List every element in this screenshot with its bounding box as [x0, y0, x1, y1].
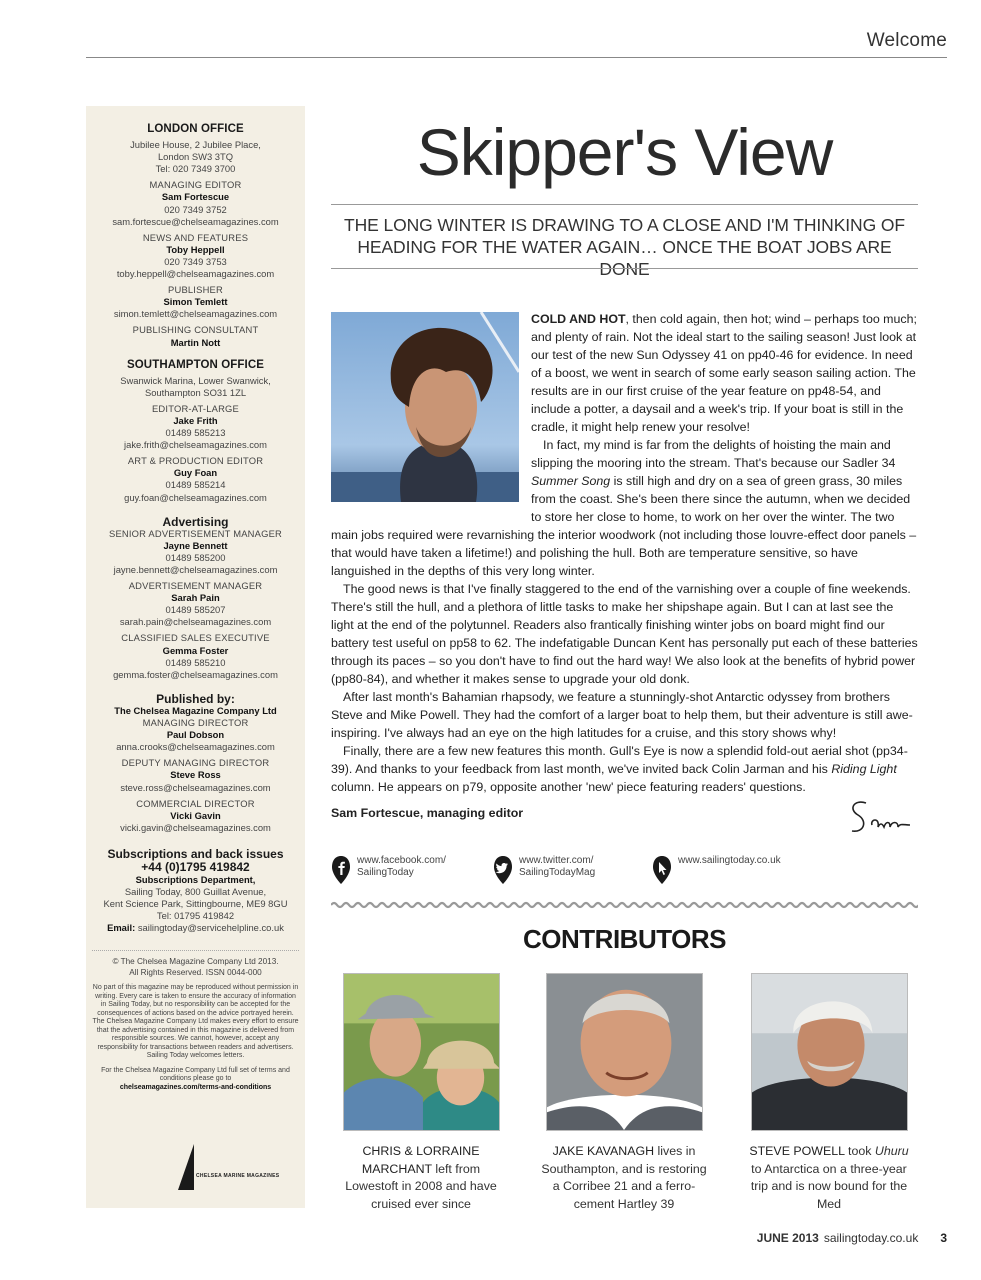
twitter-url-2: SailingTodayMag	[519, 867, 596, 878]
cursor-icon	[652, 855, 672, 885]
staff-email[interactable]: gemma.foster@chelseamagazines.com	[113, 668, 278, 680]
staff-name: Guy Foan	[173, 467, 218, 479]
contributor-caption	[539, 1143, 709, 1213]
article-paragraph: After last month's Bahamian rhapsody, we feature a stunningly-shot Antarctic odyssey from brothers Steve and Mike Powell. They had the comfort of a larger boat to help them, but their adventure is still awe-inspiring. I've always had an eye on the high latitudes for a cruise, and this story shows why!	[331, 690, 913, 740]
staff-name: Toby Heppell	[166, 243, 225, 255]
contributor-bio-pre: took	[844, 1144, 875, 1158]
staff-phone: 01489 585210	[165, 656, 226, 668]
boat-name: Uhuru	[874, 1144, 909, 1158]
staff-name: Paul Dobson	[166, 729, 225, 741]
staff-email[interactable]: guy.foan@chelseamagazines.com	[124, 491, 267, 503]
staff-email[interactable]: jake.frith@chelseamagazines.com	[124, 439, 267, 451]
email-label: Email:	[107, 922, 136, 934]
article-paragraph	[331, 742, 919, 796]
subscriptions-email-row	[92, 922, 299, 934]
page-number: 3	[940, 1231, 947, 1245]
terms-link[interactable]: chelseamagazines.com/terms-and-conditions	[119, 1083, 272, 1091]
contributor-photo	[751, 973, 908, 1131]
staff-phone: 01489 585213	[165, 427, 226, 439]
subscriptions-dept: Subscriptions Department,	[135, 873, 256, 885]
standfirst-line-1: THE LONG WINTER IS DRAWING TO A CLOSE AND I'M THINKING OF	[344, 215, 905, 235]
chelsea-marine-logo-icon	[174, 1142, 234, 1192]
staff-role: ADVERTISEMENT MANAGER	[128, 580, 263, 592]
facebook-url-2: SailingToday	[357, 867, 414, 878]
standfirst	[331, 214, 918, 280]
boat-name: Summer Song	[531, 474, 611, 488]
staff-name: Martin Nott	[170, 336, 221, 348]
subscriptions-tel: Tel: 01795 419842	[156, 910, 235, 922]
publisher-company: The Chelsea Magazine Company Ltd	[114, 704, 277, 716]
staff-name: Jayne Bennett	[163, 539, 228, 551]
footer-site: sailingtoday.co.uk	[823, 1231, 919, 1245]
staff-email[interactable]: sarah.pain@chelseamagazines.com	[119, 616, 272, 628]
london-address-1: Jubilee House, 2 Jubilee Place,	[130, 139, 261, 151]
website-link[interactable]	[652, 855, 808, 889]
subscriptions-address-1: Sailing Today, 800 Guillat Avenue,	[124, 885, 267, 897]
staff-role: MANAGING DIRECTOR	[142, 717, 249, 729]
staff-role: COMMERCIAL DIRECTOR	[136, 797, 255, 809]
twitter-link[interactable]	[493, 855, 639, 889]
staff-role: CLASSIFIED SALES EXECUTIVE	[121, 632, 270, 644]
article-text: column. He appears on p79, opposite another 'new' piece featuring readers' questions.	[331, 780, 806, 794]
subscriptions-email[interactable]: sailingtoday@servicehelpline.co.uk	[137, 922, 284, 934]
signature-image	[846, 795, 916, 840]
page-title: Skipper's View	[416, 115, 833, 189]
facebook-url-1: www.facebook.com/	[357, 855, 446, 866]
page-footer	[757, 1231, 947, 1245]
subscriptions-address-2: Kent Science Park, Sittingbourne, ME9 8GU	[103, 898, 288, 910]
copyright-line-1: © The Chelsea Magazine Company Ltd 2013.	[112, 957, 279, 967]
contributor-caption	[744, 1143, 914, 1213]
staff-role: DEPUTY MANAGING DIRECTOR	[121, 757, 270, 769]
contributor-caption	[336, 1143, 506, 1213]
subscriptions-title: Subscriptions and back issues	[107, 846, 284, 861]
contributor-bio: to Antarctica on a three-year trip and is now bound for the Med	[750, 1161, 908, 1211]
staff-name: Sarah Pain	[171, 592, 220, 604]
london-office-title: LONDON OFFICE	[147, 123, 244, 135]
staff-name: Simon Temlett	[163, 296, 228, 308]
contributors-heading: CONTRIBUTORS	[523, 924, 726, 954]
contributor-photo	[343, 973, 500, 1131]
standfirst-line-2: HEADING FOR THE WATER AGAIN… ONCE THE BOAT JOBS ARE DONE	[357, 237, 892, 279]
top-rule	[86, 57, 947, 58]
article-text: In fact, my mind is far from the delights of hoisting the main and slipping the mooring into the stream. That's because our Sadler 34	[531, 438, 896, 470]
facebook-icon	[331, 855, 351, 885]
staff-role: EDITOR-AT-LARGE	[151, 402, 240, 414]
staff-phone: 01489 585200	[165, 551, 226, 563]
disclaimer: No part of this magazine may be reproduced without permission in writing. Every care is taken to ensure the accuracy of information in Sailing Today, but no responsibility can be accepted for the consequences of actions based on the advice portrayed herein. The Chelsea Magazine Company Ltd makes every effort to ensure that the advertising contained in this magazine is delivered from responsible sources. We cannot, however, accept any responsibility for transactions between readers and advertisers. Sailing Today welcomes letters.	[92, 984, 299, 1060]
byline: Sam Fortescue, managing editor	[331, 806, 524, 820]
article-text: , then cold again, then hot; wind – perhaps too much; and plenty of rain. Not the ideal start to the sailing season! Just look at our test of the new Sun Odyssey 41 on pp40-46 for evidence. In need of a boost, we went in search of some early season sailing action. The results are in our first cruise of the year feature on pp48-54, and include a potter, a daysail and a week's trip. If your boat is still in the cradle, it might help renew your resolve!	[531, 312, 917, 434]
contributor-bio: lives in Southampton, and is restoring a Corribee 21 and a ferro-cement Hartley 39	[541, 1144, 707, 1211]
issue-date: JUNE 2013	[756, 1231, 819, 1245]
title-rule	[331, 204, 918, 205]
article-body	[331, 310, 919, 796]
website-url: www.sailingtoday.co.uk	[678, 855, 781, 866]
staff-email[interactable]: jayne.bennett@chelseamagazines.com	[113, 564, 278, 575]
contributor-photo	[546, 973, 703, 1131]
terms-text: For the Chelsea Magazine Company Ltd full set of terms and conditions please go to	[101, 1066, 290, 1083]
southampton-office-title: SOUTHAMPTON OFFICE	[126, 358, 265, 371]
london-address-2: London SW3 3TQ	[157, 151, 234, 163]
staff-email[interactable]: simon.temlett@chelseamagazines.com	[113, 308, 278, 320]
article-paragraph: The good news is that I've finally staggered to the end of the varnishing over a couple of fine weekends. There's still the hull, and a plethora of little tasks to make her shipshape again. But I can at last see the light at the end of the polytunnel. Readers also frantically finishing winter jobs on board might find our battery test useful on pp58 to 62. The indefatigable Duncan Kent has personally put each of these batteries through its paces – so you don't have to find out the hard way! We also look at the benefits of hybrid power (pp80-84), and whether it makes sense to upgrade your old donk.	[331, 582, 918, 686]
staff-name: Gemma Foster	[162, 644, 229, 656]
subscriptions-phone: +44 (0)1795 419842	[141, 859, 250, 874]
staff-role: PUBLISHING CONSULTANT	[132, 324, 259, 336]
contributor-name: JAKE KAVANAGH	[552, 1144, 655, 1158]
staff-name: Steve Ross	[170, 769, 221, 781]
contributor-name: CHRIS & LORRAINE MARCHANT	[361, 1144, 480, 1176]
contributor-bio: left from Lowestoft in 2008 and have cruised ever since	[345, 1161, 497, 1211]
advertising-title: Advertising	[162, 514, 229, 529]
staff-phone: 020 7349 3753	[164, 255, 227, 267]
facebook-link[interactable]	[331, 855, 477, 889]
section-label: Welcome	[866, 30, 947, 51]
staff-role: SENIOR ADVERTISEMENT MANAGER	[109, 527, 282, 539]
staff-phone: 020 7349 3752	[164, 203, 227, 215]
article-text: Finally, there are a few new features this month. Gull's Eye is now a splendid fold-out aerial shot (pp34-39). And thanks to your feedback from last month, we've invited back Colin Jarman and his	[331, 744, 908, 776]
masthead-sidebar	[86, 106, 305, 1208]
staff-name: Sam Fortescue	[161, 191, 230, 203]
column-name: Riding Light	[831, 762, 897, 776]
staff-email[interactable]: anna.crooks@chelseamagazines.com	[116, 741, 275, 753]
staff-email[interactable]: sam.fortescue@chelseamagazines.com	[112, 215, 279, 227]
copyright-line-2: All Rights Reserved. ISSN 0044-000	[129, 967, 262, 977]
published-by-title: Published by:	[156, 691, 235, 706]
staff-role: MANAGING EDITOR	[149, 179, 242, 191]
staff-email[interactable]: toby.heppell@chelseamagazines.com	[116, 268, 275, 280]
staff-phone: 01489 585207	[165, 604, 226, 616]
standfirst-rule	[331, 268, 918, 269]
twitter-icon	[493, 855, 513, 885]
article-text: is still high and dry on a sea of green grass, 30 miles from the coast. She's been there since the autumn, when we decided to store her close to home, to work on her over the winter. The two main jobs required were revarnishing the interior woodwork (not including those louvre-effect door panels – that would have taken a lifetime!) and polishing the hull. Both are temperature sensitive, so have languished in the depths of this very long winter.	[331, 474, 917, 578]
portrait-spacer	[331, 310, 531, 518]
london-tel: Tel: 020 7349 3700	[155, 163, 236, 175]
twitter-url-1: www.twitter.com/	[519, 855, 594, 866]
southampton-address-2: Southampton SO31 1ZL	[144, 386, 247, 398]
staff-role: NEWS AND FEATURES	[142, 231, 249, 243]
contributor-name: STEVE POWELL	[749, 1144, 845, 1158]
wave-divider	[331, 900, 918, 910]
copyright	[92, 950, 299, 978]
staff-name: Jake Frith	[173, 414, 218, 426]
staff-name: Vicki Gavin	[170, 809, 221, 821]
staff-role: PUBLISHER	[168, 284, 223, 296]
southampton-address-1: Swanwick Marina, Lower Swanwick,	[120, 374, 271, 386]
staff-phone: 01489 585214	[165, 479, 226, 491]
staff-email[interactable]: steve.ross@chelseamagazines.com	[120, 781, 271, 793]
staff-email[interactable]: vicki.gavin@chelseamagazines.com	[120, 821, 271, 833]
staff-role: ART & PRODUCTION EDITOR	[127, 455, 264, 467]
logo-text: CHELSEA MARINE MAGAZINES	[196, 1173, 280, 1179]
article-lead: COLD AND HOT	[531, 312, 626, 326]
